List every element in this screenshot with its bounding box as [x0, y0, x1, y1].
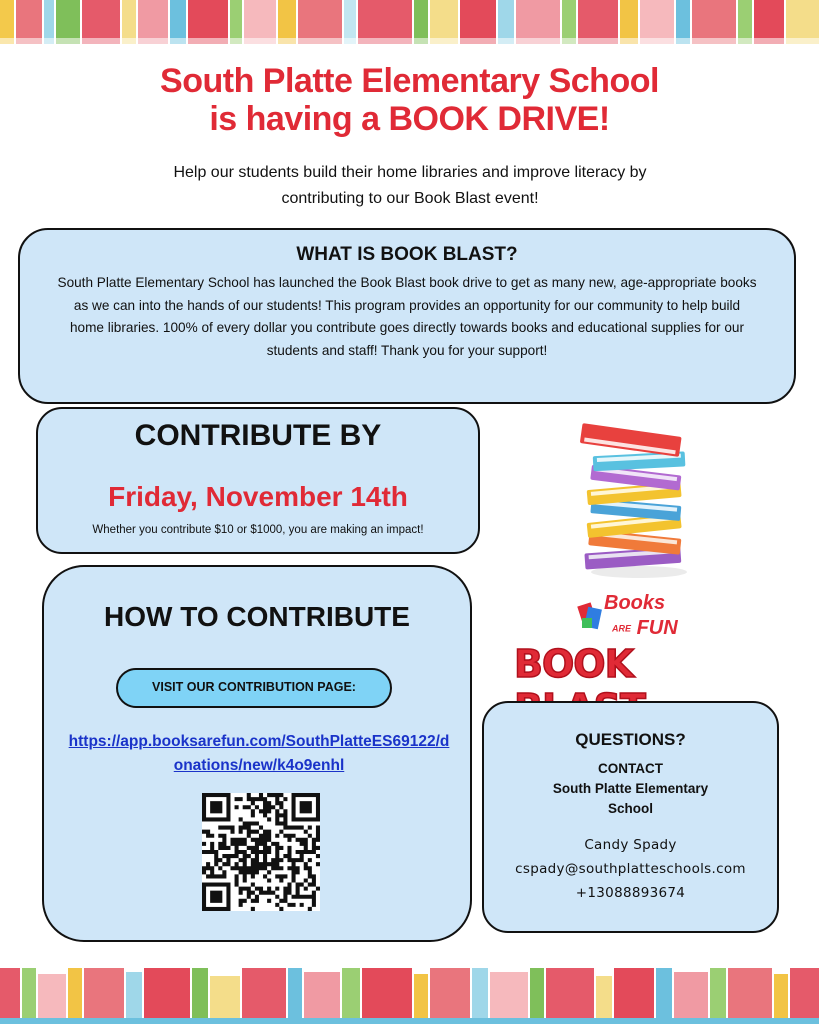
- logo-books-text: Books: [604, 592, 666, 614]
- subtitle: [100, 160, 720, 212]
- questions-box: [482, 701, 779, 933]
- questions-heading: QUESTIONS?: [575, 730, 686, 749]
- contact-email[interactable]: cspady@southplatteschools.com: [515, 861, 746, 877]
- visit-contribution-page-button[interactable]: VISIT OUR CONTRIBUTION PAGE:: [116, 668, 392, 708]
- bottom-book-border: [0, 968, 819, 1024]
- how-to-contribute-box: [42, 565, 472, 942]
- contribution-link-line-2[interactable]: onations/new/k4o9enhl: [173, 757, 345, 774]
- book-mascot-icon: [576, 596, 606, 632]
- what-heading: WHAT IS BOOK BLAST?: [296, 244, 518, 265]
- contribution-link-line-1[interactable]: https://app.booksarefun.com/SouthPlatteES69122/d: [68, 733, 450, 750]
- contact-label: CONTACT: [598, 761, 663, 776]
- contact-phone[interactable]: +13088893674: [575, 885, 686, 901]
- school-name-line-2: School: [607, 801, 653, 816]
- top-book-border: [0, 0, 819, 44]
- deadline-date: Friday, November 14th: [108, 481, 408, 512]
- contact-details: [484, 833, 777, 905]
- logo-fun-word: FUN: [636, 617, 678, 639]
- contact-name: Candy Spady: [584, 837, 677, 853]
- qr-code-icon: [202, 793, 320, 911]
- logo-fun-text: [612, 617, 678, 640]
- subtitle-line-1: Help our students build their home libraries and improve literacy by: [173, 164, 647, 181]
- title-line-2: is having a BOOK DRIVE!: [209, 100, 610, 138]
- what-is-book-blast-box: [18, 228, 796, 404]
- impact-note: Whether you contribute $10 or $1000, you are making an impact!: [92, 524, 424, 536]
- books-are-fun-logo: [512, 592, 748, 688]
- title-line-1: South Platte Elementary School: [160, 62, 659, 100]
- logo-book-blast-text: BOOK: [514, 642, 634, 686]
- qr-code[interactable]: [202, 793, 320, 911]
- subtitle-line-2: contributing to our Book Blast event!: [281, 190, 539, 207]
- what-body: South Platte Elementary School has launched the Book Blast book drive to get as many new, age-appropriate books as we can into the hands of our students! This program provides an opportunity for our community to help build home libraries. 100% of every dollar you contribute goes directly towards books and educational supplies for our students and staff! Thank you for your support!: [57, 275, 757, 358]
- how-heading: HOW TO CONTRIBUTE: [104, 601, 410, 632]
- contact-block: [484, 759, 777, 819]
- book-stack-image: [575, 420, 700, 580]
- contribute-by-box: [36, 407, 480, 554]
- school-name-line-1: South Platte Elementary: [552, 781, 709, 796]
- logo-are-text: ARE: [612, 623, 632, 634]
- page-title: [0, 62, 819, 138]
- contribution-link[interactable]: [50, 730, 468, 778]
- contribute-by-heading: CONTRIBUTE BY: [134, 419, 382, 452]
